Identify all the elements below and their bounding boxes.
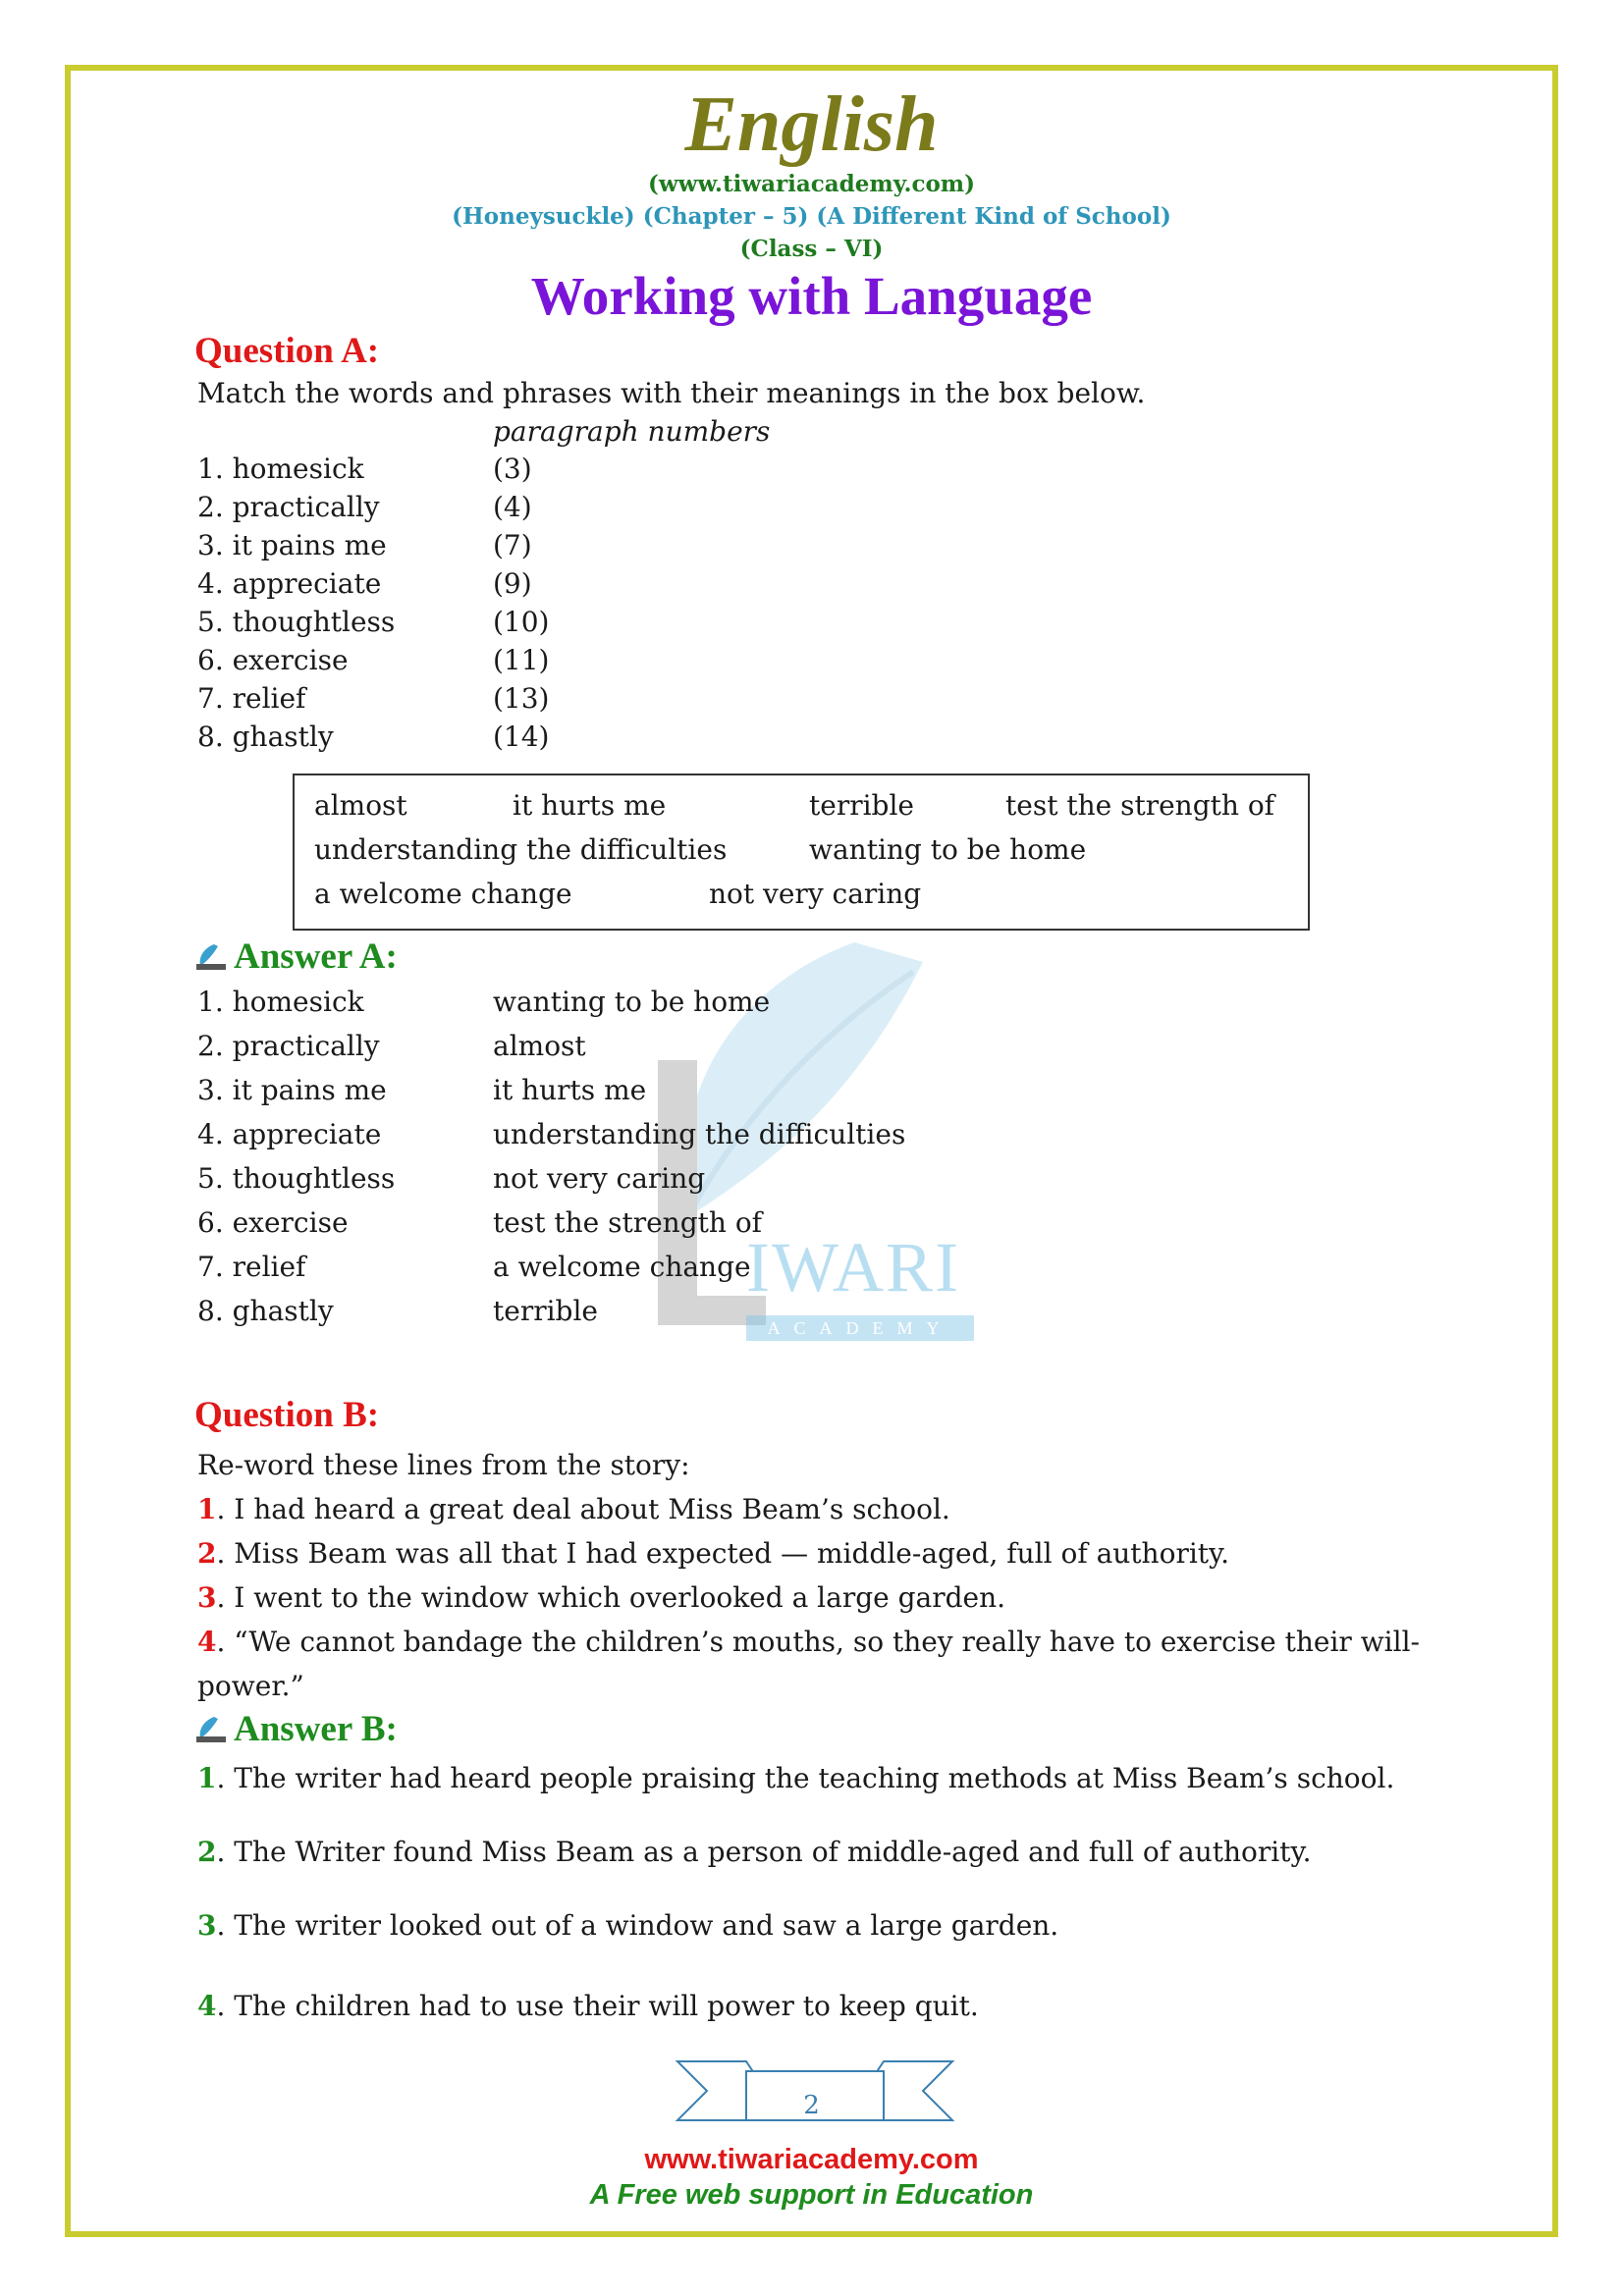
list-item: 7. relief a welcome change (197, 1251, 751, 1283)
meaning-option: it hurts me (513, 789, 667, 822)
list-item: 5. thoughtless not very caring (197, 1162, 706, 1195)
list-item: 3. The writer looked out of a window and saw a large garden. (197, 1909, 1059, 1942)
meaning-option: not very caring (709, 878, 922, 910)
meaning-option: a welcome change (314, 878, 572, 910)
page-number: 2 (803, 2091, 820, 2120)
paragraph-numbers-header: paragraph numbers (493, 415, 771, 448)
list-item: 1. I had heard a great deal about Miss Beam’s school. (197, 1493, 950, 1525)
question-b-instruction: Re-word these lines from the story: (197, 1449, 690, 1481)
class-label: (Class – VI) (739, 236, 884, 262)
list-item: 1. homesick (3) (197, 453, 532, 485)
list-item: 6. exercise (11) (197, 644, 550, 676)
meaning-option: terrible (809, 789, 914, 822)
list-item: 4. The children had to use their will power to keep quit. (197, 1990, 979, 2022)
answer-a-title: Answer A: (194, 935, 398, 978)
list-item: 7. relief (13) (197, 682, 550, 715)
page-title: English (684, 81, 939, 168)
list-item: 4. appreciate understanding the difficulties (197, 1118, 906, 1150)
question-b-title: Question B: (194, 1395, 380, 1435)
list-item: 6. exercise test the strength of (197, 1206, 763, 1239)
list-item: 2. practically almost (197, 1030, 586, 1062)
list-item: 3. I went to the window which overlooked a large garden. (197, 1581, 1006, 1614)
meaning-option: almost (314, 789, 407, 822)
meaning-option: understanding the difficulties (314, 833, 728, 866)
list-item: 1. The writer had heard people praising the teaching methods at Miss Beam’s school. (197, 1762, 1395, 1794)
question-a-title: Question A: (194, 331, 380, 371)
watermark-subtext: ACADEMY (746, 1315, 974, 1341)
tiwari-logo-icon (194, 942, 228, 972)
answer-b-title: Answer B: (194, 1708, 398, 1750)
list-item: 3. it pains me it hurts me (197, 1074, 647, 1106)
question-a-instruction: Match the words and phrases with their meanings in the box below. (197, 377, 1146, 409)
header-website: (www.tiwariacademy.com) (647, 171, 976, 197)
list-item: 3. it pains me (7) (197, 529, 532, 561)
meaning-option: test the strength of (1005, 789, 1275, 822)
list-item: 4. “We cannot bandage the children’s mouths, so they really have to exercise their will- (197, 1626, 1421, 1658)
list-item: 5. thoughtless (10) (197, 606, 550, 638)
tiwari-logo-icon (194, 1715, 228, 1744)
meanings-box (293, 774, 1310, 931)
meaning-option: wanting to be home (809, 833, 1087, 866)
list-item: 2. The Writer found Miss Beam as a person of middle-aged and full of authority. (197, 1836, 1312, 1868)
list-item: 4. appreciate (9) (197, 567, 532, 600)
watermark-text: IWARI (746, 1228, 960, 1307)
list-item: 8. ghastly (14) (197, 721, 550, 753)
list-item: 8. ghastly terrible (197, 1295, 598, 1327)
footer-website-link[interactable]: www.tiwariacademy.com (644, 2144, 979, 2175)
list-item: 2. Miss Beam was all that I had expected — middle-aged, full of authority. (197, 1537, 1230, 1570)
list-item: 2. practically (4) (197, 491, 532, 523)
chapter-label: (Honeysuckle) (Chapter – 5) (A Different Kind of School) (452, 203, 1171, 230)
list-item-continuation: power.” (197, 1670, 304, 1702)
list-item: 1. homesick wanting to be home (197, 986, 771, 1018)
section-heading: Working with Language (530, 266, 1093, 326)
footer-tagline: A Free web support in Education (589, 2179, 1034, 2211)
